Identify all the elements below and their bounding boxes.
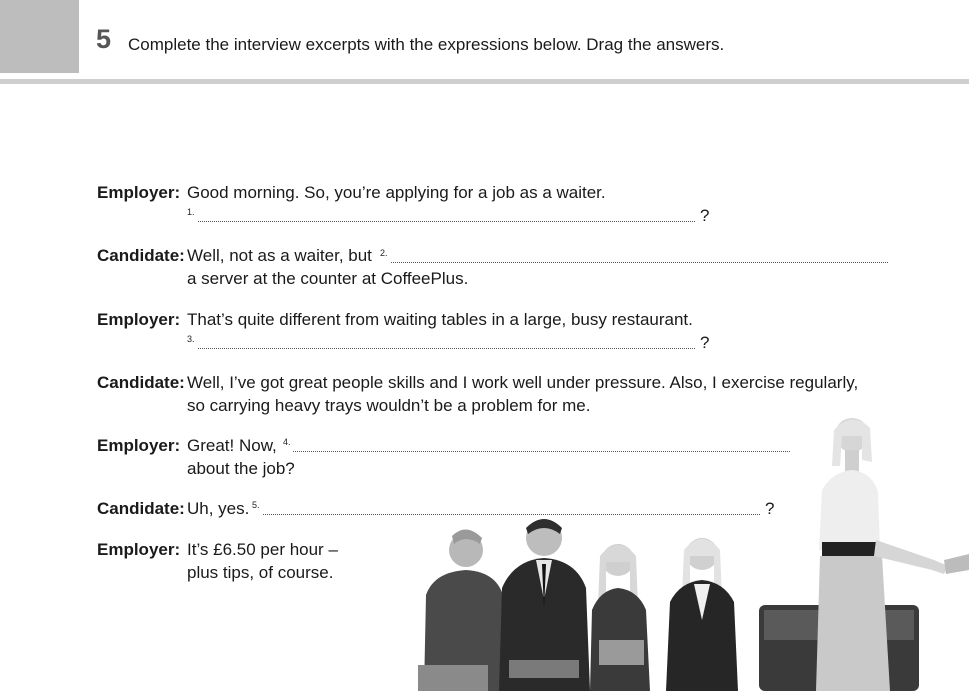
- dialogue-text: plus tips, of course.: [187, 563, 334, 582]
- dialogue-text: Well, I’ve got great people skills and I work well under pressure. Also, I exercise regularly,: [187, 373, 859, 392]
- dialogue-text: so carrying heavy trays wouldn’t be a problem for me.: [187, 396, 591, 415]
- gap-number: 1.: [187, 207, 195, 217]
- gap-number: 2.: [380, 248, 388, 258]
- speaker-label: Employer:: [97, 540, 181, 559]
- header-divider: [0, 79, 969, 84]
- dialogue-text: Good morning. So, you’re applying for a job as a waiter.: [187, 183, 606, 202]
- gap-number: 3.: [187, 334, 195, 344]
- answer-gap-2[interactable]: [391, 244, 888, 263]
- speaker-label: Employer:: [97, 436, 181, 455]
- dialogue-text: That’s quite different from waiting tables in a large, busy restaurant.: [187, 310, 693, 329]
- exercise-header: [0, 0, 969, 84]
- dialogue-text: Great! Now,: [187, 436, 277, 455]
- speaker-label: Candidate:: [97, 499, 185, 518]
- speaker-label: Candidate:: [97, 373, 185, 392]
- header-grey-block: [0, 0, 79, 73]
- gap-number: 4.: [283, 437, 291, 447]
- speaker-label: Employer:: [97, 183, 181, 202]
- dialogue-text: It’s £6.50 per hour –: [187, 540, 338, 559]
- question-mark: ?: [700, 333, 710, 352]
- gap-number: 5.: [252, 500, 260, 510]
- answer-gap-1[interactable]: [198, 203, 695, 222]
- exercise-number: 5: [96, 24, 112, 54]
- dialogue-text: Well, not as a waiter, but: [187, 246, 372, 265]
- dialogue-text: about the job?: [187, 459, 295, 478]
- interview-photo: [404, 410, 969, 691]
- answer-gap-3[interactable]: [198, 330, 695, 349]
- speaker-label: Candidate:: [97, 246, 185, 265]
- speaker-label: Employer:: [97, 310, 181, 329]
- question-mark: ?: [700, 206, 710, 225]
- question-mark: ?: [765, 499, 775, 518]
- exercise-instruction: Complete the interview excerpts with the expressions below. Drag the answers.: [128, 35, 725, 54]
- dialogue-text: Uh, yes.: [187, 499, 250, 518]
- dialogue-text: a server at the counter at CoffeePlus.: [187, 269, 469, 288]
